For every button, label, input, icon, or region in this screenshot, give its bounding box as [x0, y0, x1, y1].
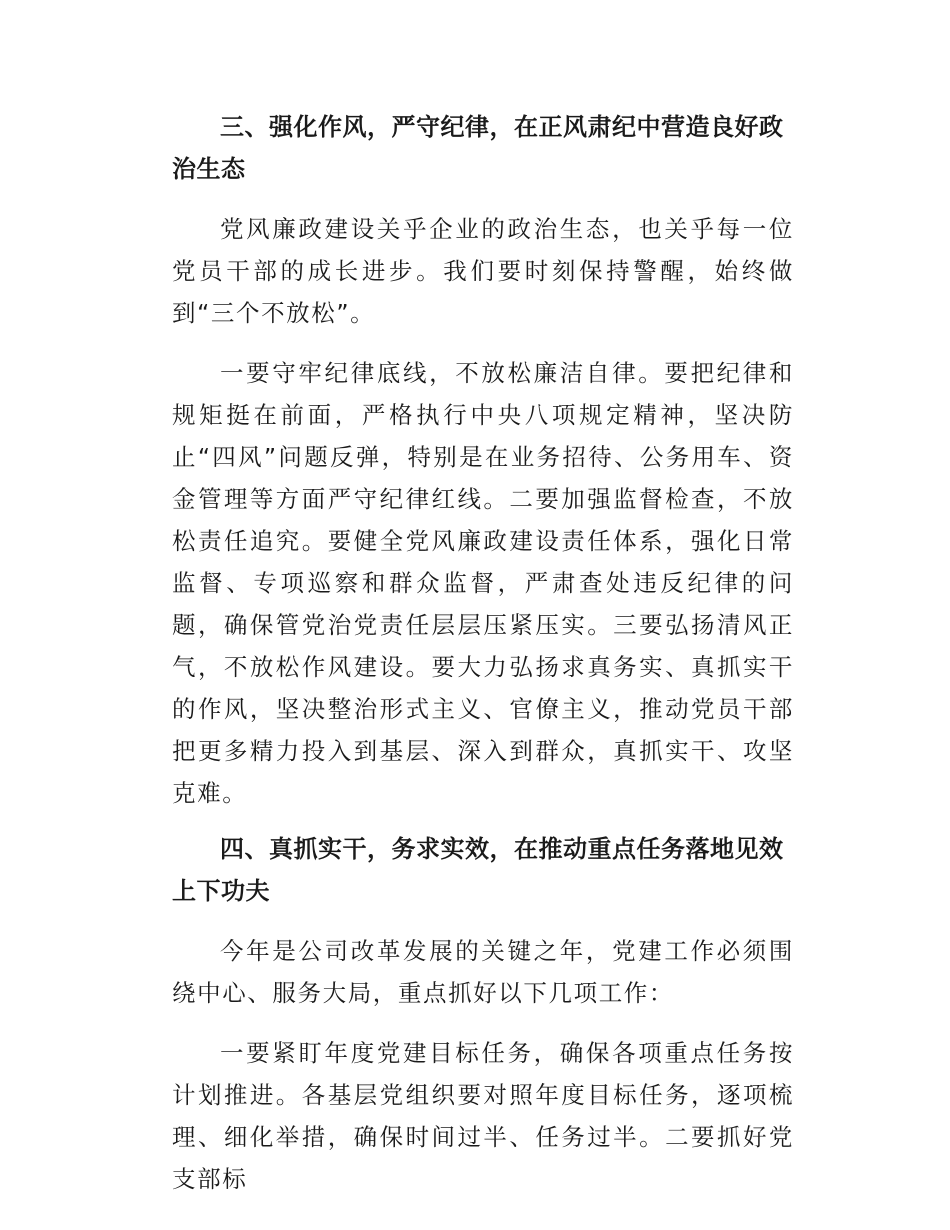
section-3-paragraph-1: 党风廉政建设关乎企业的政治生态，也关乎每一位党员干部的成长进步。我们要时刻保持警醒，始终做到“三个不放松”。: [172, 215, 794, 327]
section-3-heading: 三、强化作风，严守纪律，在正风肃纪中营造良好政治生态: [172, 113, 784, 183]
document-body: [172, 106, 794, 1200]
section-4-paragraph-1: 今年是公司改革发展的关键之年，党建工作必须围绕中心、服务大局，重点抓好以下几项工作：: [172, 937, 794, 1007]
section-3-paragraph-2: 一要守牢纪律底线，不放松廉洁自律。要把纪律和规矩挺在前面，严格执行中央八项规定精神，坚决防止“四风”问题反弹，特别是在业务招待、公务用车、资金管理等方面严守纪律红线。二要加强监督检查，不放松责任追究。要健全党风廉政建设责任体系，强化日常监督、专项巡察和群众监督，严肃查处违反纪律的问题，确保管党治党责任层层压紧压实。三要弘扬清风正气，不放松作风建设。要大力弘扬求真务实、真抓实干的作风，坚决整治形式主义、官僚主义，推动党员干部把更多精力投入到基层、深入到群众，真抓实干、攻坚克难。: [172, 359, 794, 807]
section-4-heading: 四、真抓实干，务求实效，在推动重点任务落地见效上下功夫: [172, 835, 784, 905]
section-4-paragraph-2: 一要紧盯年度党建目标任务，确保各项重点任务按计划推进。各基层党组织要对照年度目标任务，逐项梳理、细化举措，确保时间过半、任务过半。二要抓好党支部标: [172, 1039, 794, 1193]
